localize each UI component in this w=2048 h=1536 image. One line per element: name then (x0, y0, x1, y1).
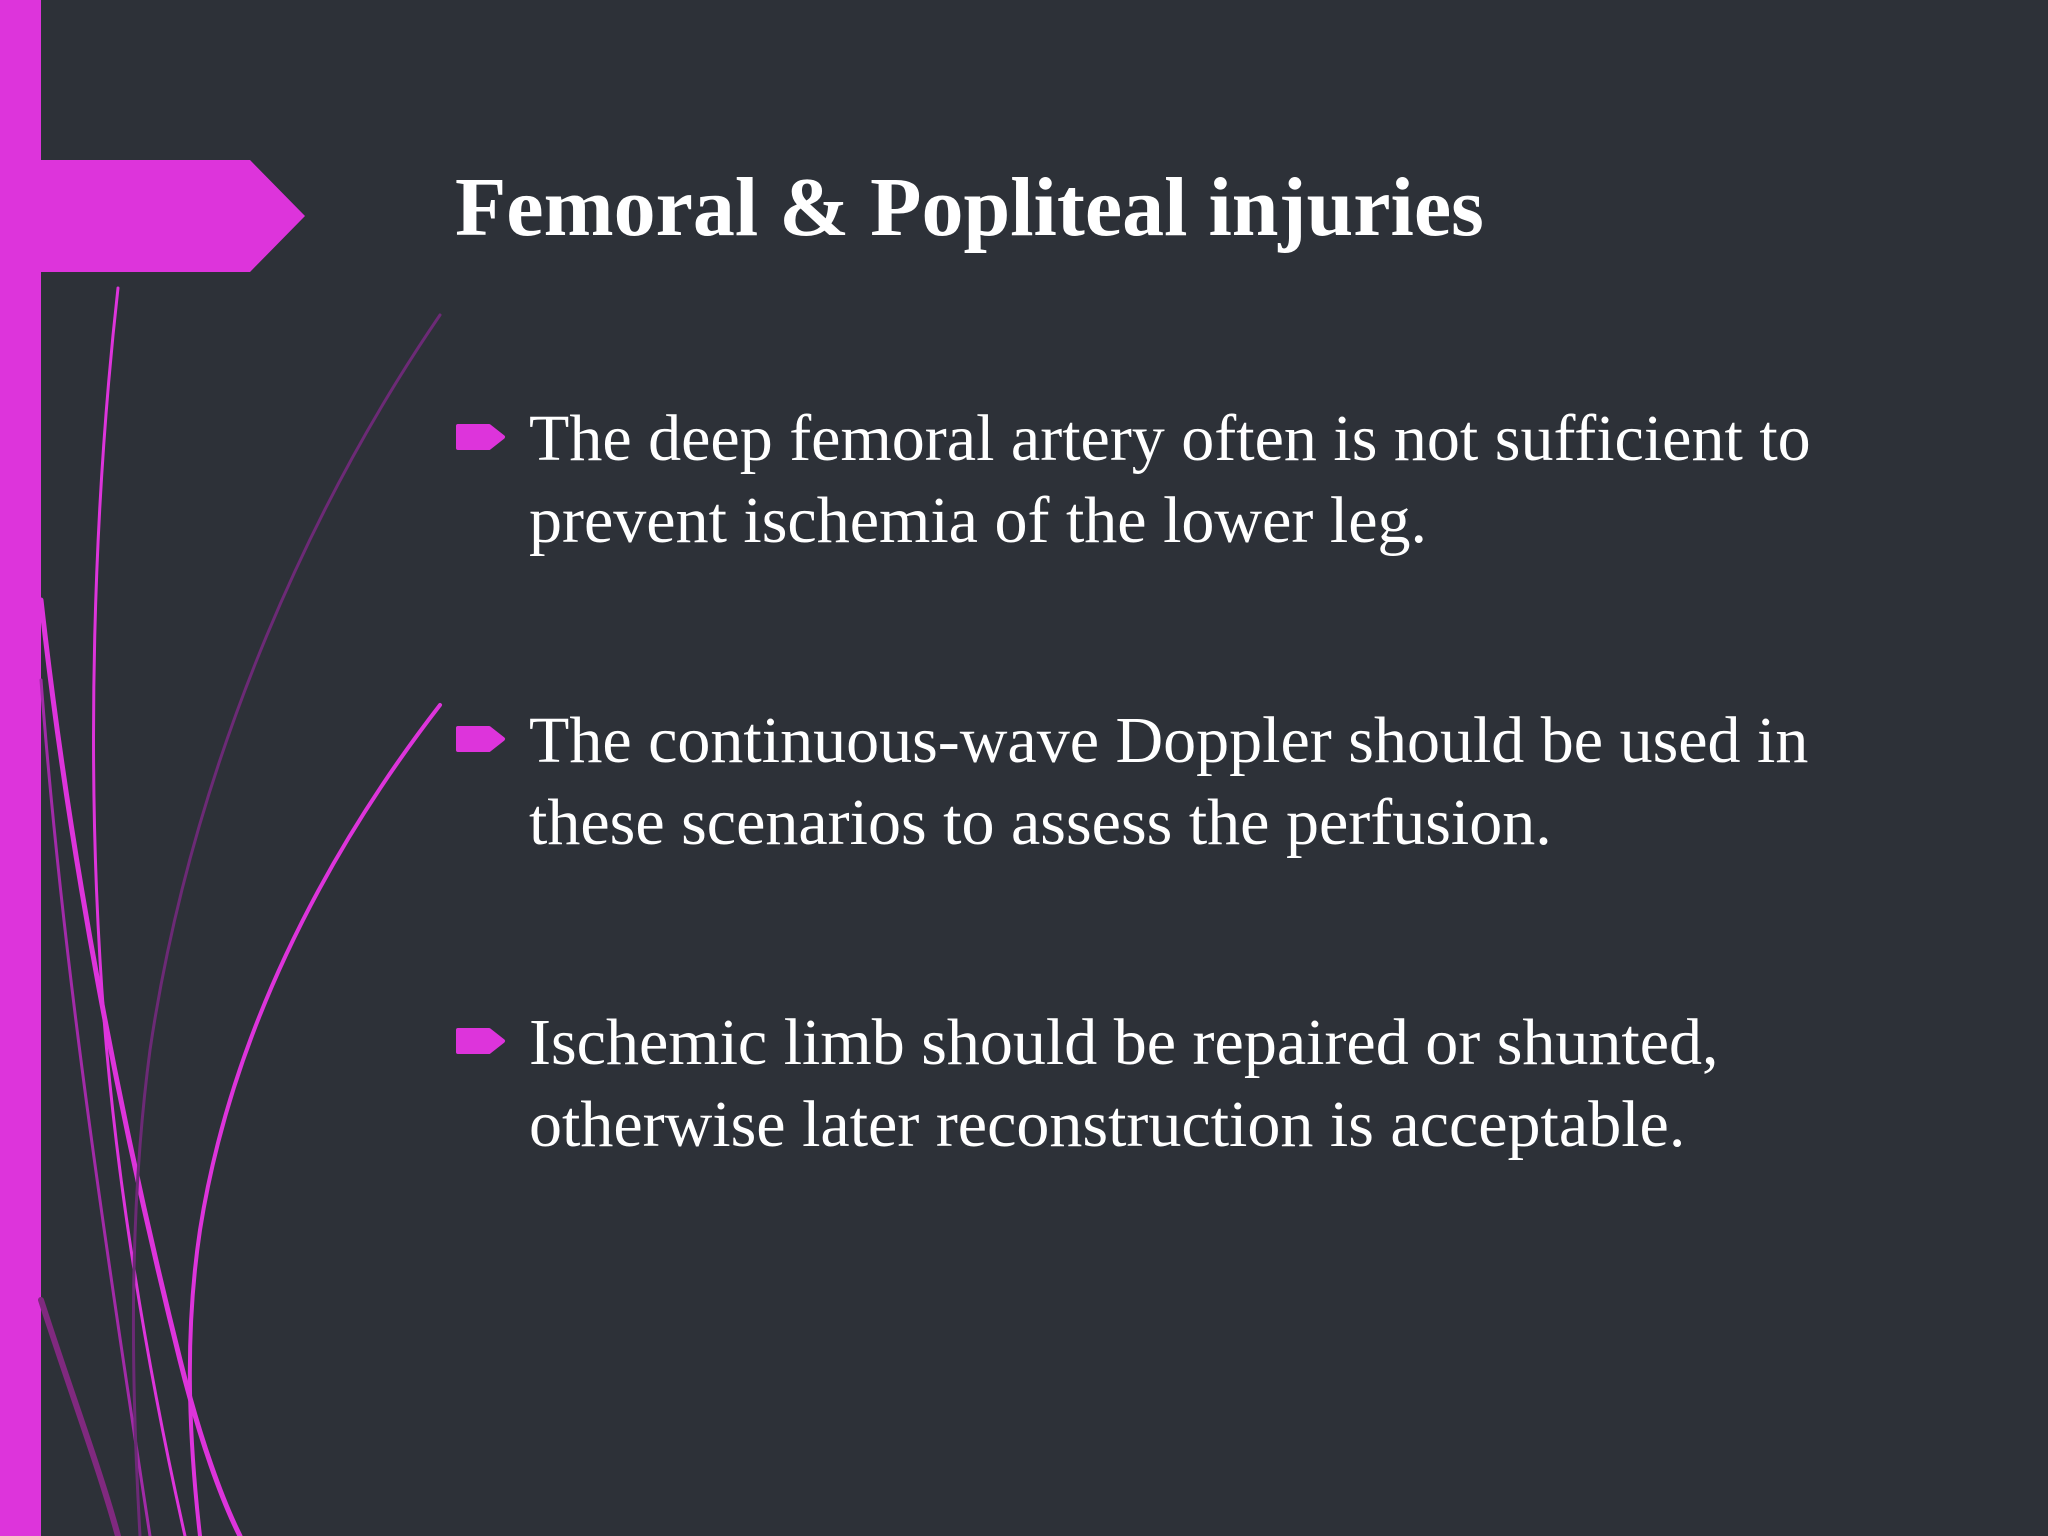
bullet-item (455, 398, 1955, 562)
bullet-text: Ischemic limb should be repaired or shunted, otherwise later reconstruction is acceptable. (529, 1006, 1719, 1161)
left-accent-bar (0, 0, 41, 1536)
arrow-right-icon (455, 724, 507, 754)
title-arrow-banner (41, 160, 305, 272)
decorative-curve (41, 1300, 118, 1536)
decorative-curve (94, 288, 185, 1536)
decorative-curve (190, 705, 440, 1536)
bullet-text: The continuous-wave Doppler should be used in these scenarios to assess the perfusion. (529, 704, 1809, 859)
arrow-right-icon (455, 1026, 507, 1056)
slide-title: Femoral & Popliteal injuries (455, 161, 1484, 254)
bullet-item (455, 700, 1955, 864)
bullet-text: The deep femoral artery often is not sufficient to prevent ischemia of the lower leg. (529, 402, 1811, 557)
arrow-right-icon (455, 422, 507, 452)
bullet-list (455, 398, 1955, 1304)
bullet-item (455, 1002, 1955, 1166)
